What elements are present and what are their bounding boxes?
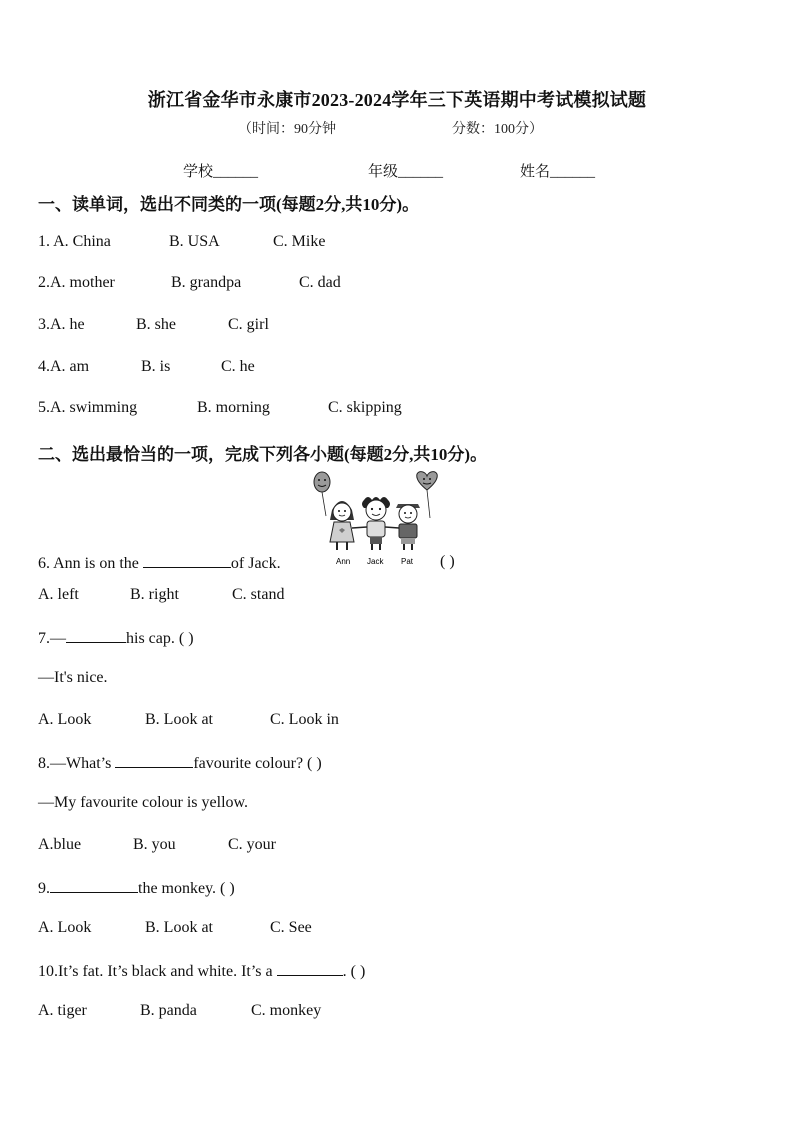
q9-stem-start: 9. — [38, 880, 50, 897]
q8-option-b: B. you — [133, 836, 176, 853]
q5-option-b: B. morning — [197, 399, 270, 416]
q7-stem-start: 7.— — [38, 630, 66, 647]
q6-answer-blank[interactable] — [143, 553, 231, 568]
balloon-smiley-icon — [314, 472, 330, 516]
q9-options — [38, 919, 312, 937]
q8-answer-blank[interactable] — [115, 753, 193, 768]
question-8 — [38, 753, 322, 773]
q7-options — [38, 711, 339, 729]
q6-stem-end: of Jack. — [230, 555, 281, 572]
q9-option-a: A. Look — [38, 919, 92, 936]
q5-option-a: 5.A. swimming — [38, 399, 138, 416]
school-field: 学校______ — [183, 164, 259, 180]
name-field: 姓名______ — [520, 164, 596, 180]
exam-score: 分数：100分） — [452, 122, 543, 137]
question-2 — [38, 274, 341, 292]
q5-option-c: C. skipping — [328, 399, 402, 416]
question-6 — [38, 553, 281, 573]
label-ann: Ann — [336, 557, 351, 566]
q7-option-c: C. Look in — [270, 711, 339, 728]
q10-stem-start: 10.It’s fat. It’s black and white. It’s a — [38, 963, 277, 980]
q8-stem-end: favourite colour? ( ) — [193, 755, 322, 772]
q1-option-c: C. Mike — [273, 233, 326, 250]
question-9 — [38, 878, 235, 898]
exam-time: （时间：90分钟 — [238, 122, 336, 137]
girl-ann-figure — [330, 501, 354, 550]
q6-options — [38, 586, 284, 604]
q10-option-c: C. monkey — [251, 1002, 322, 1019]
page-title: 浙江省金华市永康市2023-2024学年三下英语期中考试模拟试题 — [147, 90, 647, 110]
q1-option-a: 1. A. China — [38, 233, 111, 250]
balloon-heart-icon — [417, 472, 438, 518]
q9-answer-blank[interactable] — [50, 878, 138, 893]
q8-options — [38, 836, 276, 854]
q7-option-b: B. Look at — [145, 711, 213, 728]
question-4 — [38, 358, 255, 376]
question-1 — [38, 233, 325, 251]
q4-option-b: B. is — [141, 358, 171, 375]
q6-answer-paren: ( ) — [440, 553, 455, 570]
question-10 — [38, 961, 365, 981]
q7-stem-end: his cap. ( ) — [126, 630, 194, 647]
boy-jack-figure — [362, 497, 390, 550]
q8-option-a: A.blue — [38, 836, 82, 853]
q3-option-c: C. girl — [228, 316, 269, 333]
q9-option-c: C. See — [270, 919, 312, 936]
label-jack: Jack — [367, 557, 384, 566]
q6-option-b: B. right — [130, 586, 179, 603]
q8-option-c: C. your — [228, 836, 276, 853]
q10-option-a: A. tiger — [38, 1002, 87, 1019]
question-3 — [38, 316, 269, 334]
q7-answer-blank[interactable] — [66, 628, 126, 643]
q6-stem-start: 6. Ann is on the — [38, 555, 143, 572]
q2-option-b: B. grandpa — [171, 274, 242, 291]
q3-option-b: B. she — [136, 316, 176, 333]
q3-option-a: 3.A. he — [38, 316, 85, 333]
q6-option-a: A. left — [38, 586, 79, 603]
q9-option-b: B. Look at — [145, 919, 213, 936]
q1-option-b: B. USA — [169, 233, 220, 250]
q4-option-a: 4.A. am — [38, 358, 90, 375]
grade-field: 年级______ — [368, 164, 444, 180]
label-pat: Pat — [401, 557, 414, 566]
q2-option-c: C. dad — [299, 274, 341, 291]
question-5 — [38, 399, 402, 417]
q10-options — [38, 1002, 321, 1020]
q8-reply: —My favourite colour is yellow. — [38, 794, 249, 811]
q4-option-c: C. he — [221, 358, 255, 375]
q9-stem-end: the monkey. ( ) — [138, 880, 235, 897]
q8-stem-start: 8.—What’s — [38, 755, 116, 772]
question-7 — [38, 628, 194, 648]
q10-answer-blank[interactable] — [277, 961, 343, 976]
q10-stem-end: . ( ) — [342, 963, 366, 980]
boy-pat-figure — [396, 504, 420, 550]
section1-heading: 一、读单词，选出不同类的一项(每题2分,共10分)。 — [38, 195, 420, 214]
section2-heading: 二、选出最恰当的一项，完成下列各小题(每题2分,共10分)。 — [38, 445, 488, 464]
q7-reply: —It's nice. — [38, 669, 108, 686]
kids-with-balloons-illustration — [312, 470, 446, 570]
q10-option-b: B. panda — [140, 1002, 197, 1019]
q6-option-c: C. stand — [232, 586, 285, 603]
q2-option-a: 2.A. mother — [38, 274, 115, 291]
q7-option-a: A. Look — [38, 711, 92, 728]
